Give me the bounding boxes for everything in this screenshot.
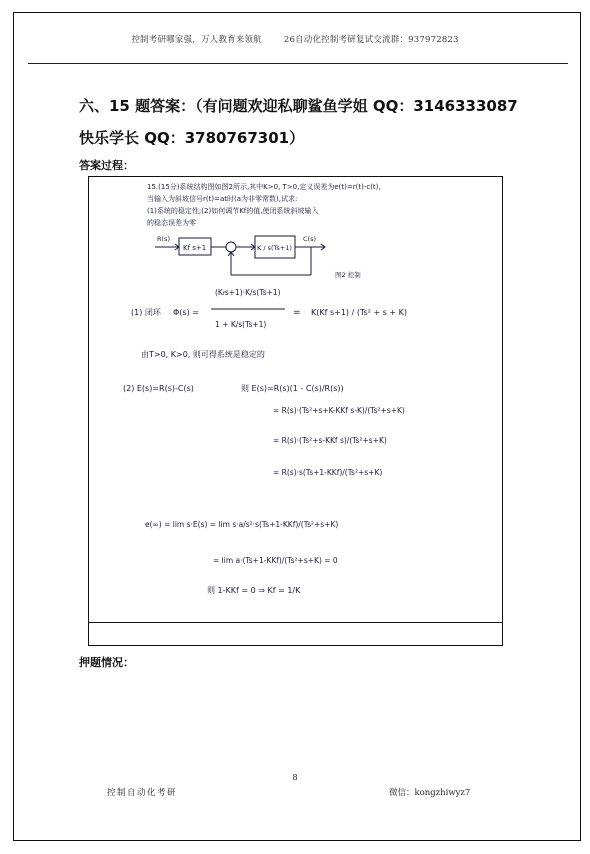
stability-conclusion: 由T>0, K>0, 则可得系统是稳定的 xyxy=(141,350,265,359)
answer-box xyxy=(88,176,503,623)
ess-line-2: = lim a·(Ts+1-KKf)/(Ts²+s+K) = 0 xyxy=(213,556,338,565)
answer-box-footer-row xyxy=(88,622,503,646)
svg-text:(Kfs+1)·K/s(Ts+1): (Kfs+1)·K/s(Ts+1) xyxy=(215,288,281,297)
diagram-input-label: R(s) xyxy=(157,235,170,243)
step1-compound-fraction xyxy=(211,288,301,329)
page-number: 8 xyxy=(292,773,298,782)
footer-brand: 控制自动化考研 xyxy=(107,788,178,798)
problem-line-4: 的稳态误差为零 xyxy=(147,219,196,227)
problem-line-3: (1)系统的稳定性;(2)如何调节Kf的值,使闭系统斜坡输入 xyxy=(147,207,319,215)
svg-text:1 + K/s(Ts+1): 1 + K/s(Ts+1) xyxy=(215,320,267,329)
footer-wechat: 微信：kongzhiwyz7 xyxy=(389,788,471,798)
prediction-label: 押题情况： xyxy=(79,656,134,669)
header-group-info: 26自动化控制考研复试交流群：937972823 xyxy=(283,35,459,45)
problem-line-2: 当输入为斜坡信号r(t)=at时(a为非零常数),试求: xyxy=(147,195,298,203)
header-rule xyxy=(28,63,568,64)
section-title-line1: 六、15 题答案：（有问题欢迎私聊鲨鱼学姐 QQ：3146333087 xyxy=(79,97,518,115)
problem-line-1: 15.(15分)系统结构图如图2所示,其中K>0, T>0,定义误差为e(t)=r(t)-c(t), xyxy=(147,183,381,191)
step2-line-2: = R(s)·(Ts²+s+K-KKf s-K)/(Ts²+s+K) xyxy=(273,406,405,415)
ess-line-1: e(∞) = lim s·E(s) = lim s·a/s²·s(Ts+1-KKf)/(Ts²+s+K) xyxy=(145,520,339,529)
step1-label: (1) 闭环 xyxy=(131,308,161,317)
step2-line-4: = R(s)·s(Ts+1-KKf)/(Ts²+s+K) xyxy=(273,468,383,477)
step2-line-3: = R(s)·(Ts²+s-KKf s)/(Ts²+s+K) xyxy=(273,436,387,445)
header-slogan: 控制考研哪家强，万人教育来领航 xyxy=(131,35,262,45)
step1-phi: Φ(s) = xyxy=(173,308,199,317)
section-title-line2: 快乐学长 QQ：3780767301） xyxy=(79,129,305,147)
answer-process-label: 答案过程： xyxy=(79,159,134,172)
diagram-caption: 图2 控制 xyxy=(335,271,361,279)
block-diagram xyxy=(155,235,361,279)
diagram-block-feedforward: Kf s+1 xyxy=(183,244,207,252)
ess-line-3: 则 1-KKf = 0 ⇒ Kf = 1/K xyxy=(207,586,301,595)
diagram-output-label: C(s) xyxy=(303,235,316,243)
svg-text:=: = xyxy=(293,308,301,318)
step1-result: K(Kf s+1) / (Ts² + s + K) xyxy=(311,308,408,317)
page-header xyxy=(0,33,590,45)
step2-error-expression: 则 E(s)=R(s)(1 - C(s)/R(s)) xyxy=(241,384,344,393)
handwritten-solution-image xyxy=(89,177,502,622)
diagram-block-plant: K / s(Ts+1) xyxy=(257,244,292,252)
step2-label: (2) E(s)=R(s)-C(s) xyxy=(123,384,194,393)
